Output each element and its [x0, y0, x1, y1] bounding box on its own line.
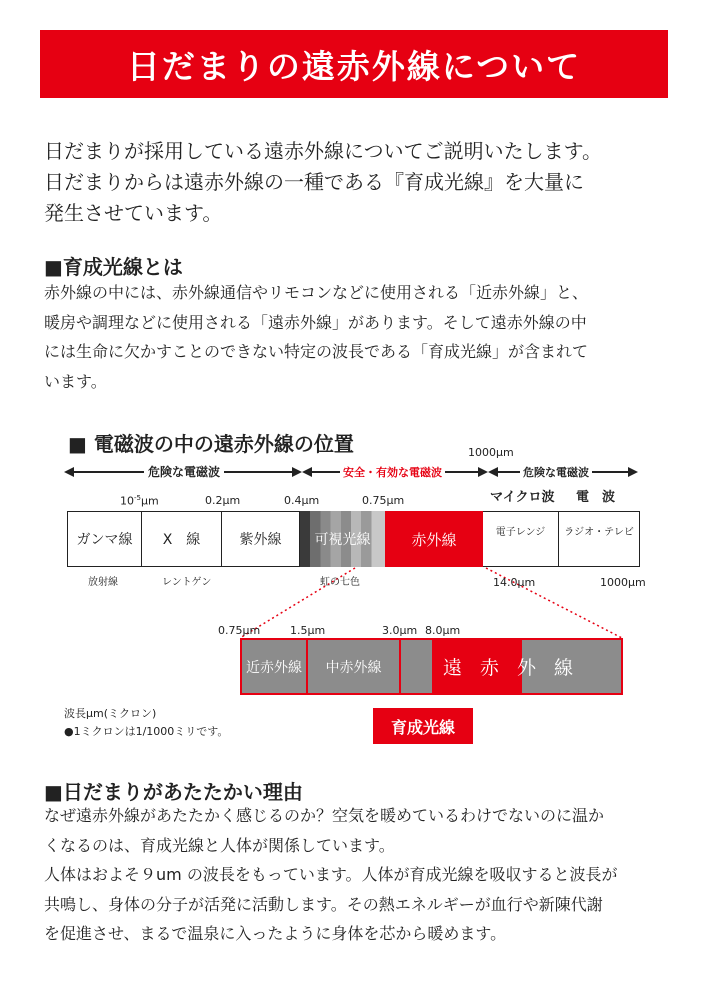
arrowhead-left-icon: [302, 467, 312, 477]
unit-note: 波長μm(ミクロン): [64, 707, 157, 720]
label-roentgen: レントゲン: [162, 577, 212, 588]
range-label-danger-left: 危険な電磁波: [144, 463, 224, 480]
paragraph-line: なぜ遠赤外線があたたかく感じるのか？空気を暖めているわけでないのに温か: [44, 806, 605, 825]
zoom-tick-0-75um: 0.75μm: [218, 624, 261, 637]
ikusei-tag: 育成光線: [373, 708, 473, 744]
tick-0-4um: 0.4μm: [284, 494, 320, 507]
zoom-near-label: 近赤外線: [246, 659, 302, 676]
paragraph-line: 共鳴し、身体の分子が活発に活動します。その熱エネルギーが血行や新陳代謝: [44, 894, 603, 914]
arrowhead-right-icon: [478, 467, 488, 477]
zoom-tick-3um: 3.0μm: [382, 624, 418, 637]
arrowhead-right-icon: [292, 467, 302, 477]
tick-1e-5um: $10^{-5}\mu m$: [120, 494, 159, 508]
tick-1000um: 1000μm: [600, 576, 646, 589]
paragraph-line: います。: [44, 371, 107, 391]
intro-line: 発生させています。: [44, 201, 223, 225]
section-reason-text: [44, 801, 674, 949]
zoom-cell-near-ir: [242, 640, 308, 693]
zoom-tick-1-5um: 1.5μm: [290, 624, 326, 637]
cell-radio-tv: [559, 511, 639, 567]
section-heading-ikusei: ■育成光線とは: [44, 255, 183, 279]
cell-xray-label: X 線: [162, 532, 201, 548]
paragraph-line: を促進させ、まるで温泉に入ったように身体を芯から暖めます。: [44, 924, 507, 943]
label-microwave: マイクロ波: [490, 490, 555, 505]
tick-0-2um: 0.2μm: [205, 494, 241, 507]
paragraph-line: 暖房や調理などに使用される「遠赤外線」があります。そして遠赤外線の中: [44, 312, 587, 332]
cell-microwave-label: 電子レンジ: [495, 527, 546, 538]
zoom-cell-mid-ir: [308, 640, 401, 693]
arrowhead-right-icon: [628, 467, 638, 477]
cell-infrared: [385, 511, 483, 567]
cell-xray: [142, 511, 222, 567]
intro-line: 日だまりが採用している遠赤外線についてご説明いたします。: [44, 139, 602, 163]
cell-uv: [222, 511, 300, 567]
cell-gamma: [68, 511, 142, 567]
zoom-mid-label: 中赤外線: [325, 659, 382, 676]
cell-uv-label: 紫外線: [239, 532, 282, 548]
paragraph-line: には生命に欠かすことのできない特定の波長である「育成光線」が含まれて: [44, 342, 589, 361]
zoom-cell-far-ir: [401, 640, 621, 693]
cell-radio-label: ラジオ・テレビ: [564, 527, 634, 538]
zoom-tick-8um: 8.0μm: [425, 624, 461, 637]
tick-0-75um: 0.75μm: [362, 494, 405, 507]
cell-visible: [300, 511, 385, 567]
arrowhead-left-icon: [488, 467, 498, 477]
range-label-danger-right: 危険な電磁波: [520, 464, 592, 480]
label-radiowave: 電 波: [576, 490, 616, 505]
zoom-far-label: 遠 赤 外 線: [442, 657, 580, 679]
tick-1000um-top: 1000μm: [468, 446, 514, 459]
paragraph-line: 人体はおよそ９um の波長をもっています。人体が育成光線を吸収すると波長が: [44, 865, 618, 884]
cell-visible-label: 可視光線: [314, 532, 371, 548]
label-rainbow: 虹の七色: [320, 577, 360, 588]
cell-infrared-label: 赤外線: [411, 530, 457, 549]
paragraph-line: くなるのは、育成光線と人体が関係しています。: [44, 835, 395, 855]
page-title: 日だまりの遠赤外線について: [126, 46, 582, 86]
section-heading-reason: ■日だまりがあたたかい理由: [44, 780, 303, 804]
label-radioactive: 放射線: [88, 577, 118, 588]
range-label-safe: 安全・有効な電磁波: [340, 464, 445, 480]
cell-microwave-oven: [483, 511, 559, 567]
paragraph-line: 赤外線の中には、赤外線通信やリモコンなどに使用される「近赤外線」と、: [44, 283, 589, 302]
tick-14um: 14.0μm: [493, 576, 536, 589]
cell-gamma-label: ガンマ線: [76, 532, 133, 548]
intro-line: 日だまりからは遠赤外線の一種である『育成光線』を大量に: [44, 170, 584, 194]
diagram-title: ■ 電磁波の中の遠赤外線の位置: [68, 432, 354, 456]
micron-note: ●1ミクロンは1/1000ミリです。: [64, 725, 229, 738]
arrowhead-left-icon: [64, 467, 74, 477]
